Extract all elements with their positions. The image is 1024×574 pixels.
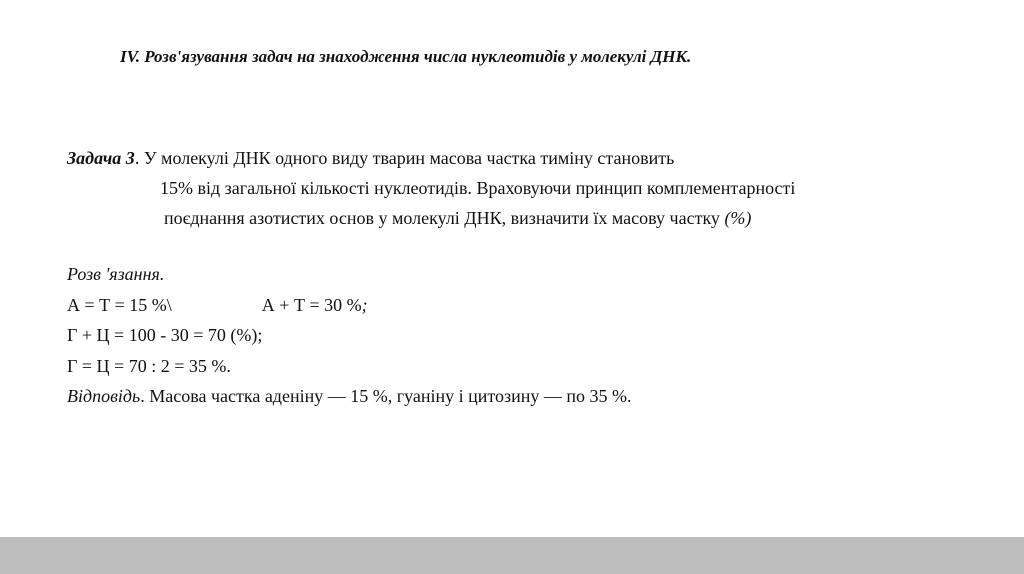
task-line-3-unit: (%): [724, 208, 752, 228]
answer-rest: гуаніну і цитозину — по 35 %.: [392, 386, 632, 406]
equation-1-end: ;: [361, 294, 368, 315]
equation-1-right: А + Т = 30 %: [261, 294, 362, 315]
equation-2: Г + Ц = 100 - 30 = 70 (%);: [67, 325, 263, 345]
task-label: Задача 3: [67, 148, 135, 168]
slide-title: IV. Розв'язування задач на знаходження числа нуклеотидів у молекулі ДНК.: [120, 47, 692, 66]
answer-main: . Масова частка аденіну — 15 %: [140, 386, 388, 406]
task-line-3-text: поєднання азотистих основ у молекулі ДНК, визначити їх масову частку: [164, 208, 725, 228]
equation-3: Г = Ц = 70 : 2 = 35 %.: [67, 355, 231, 376]
equation-1: [67, 290, 632, 321]
task-line-1: [67, 143, 795, 173]
equation-1-left: А = Т = 15 %\: [67, 294, 172, 315]
solution-block: [67, 259, 632, 412]
bottom-bar: [0, 537, 1024, 574]
answer-label: Відповідь: [67, 386, 141, 406]
task-line-1-text: . У молекулі ДНК одного виду тварин масова частка тиміну становить: [134, 148, 675, 168]
answer-line: [67, 381, 632, 412]
task-line-2: 15% від загальної кількості нуклеотидів. Враховуючи принцип комплементарності: [160, 178, 796, 198]
task-block: [67, 143, 795, 233]
solution-heading: Розв 'язання.: [67, 264, 165, 284]
task-line-3: [67, 203, 795, 233]
answer-comma: ,: [387, 386, 393, 406]
